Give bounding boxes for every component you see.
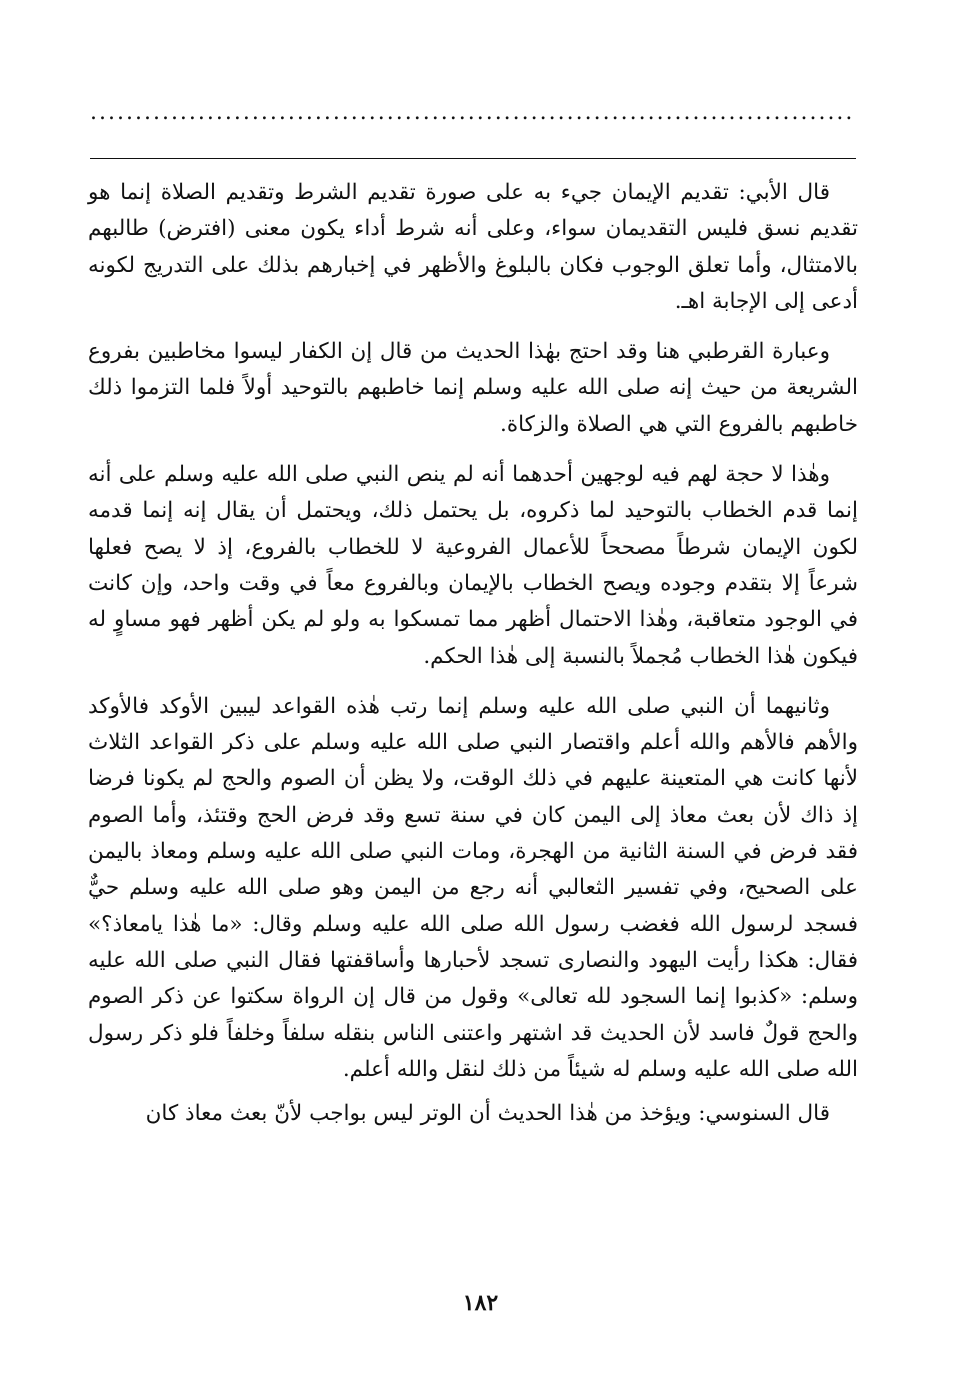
paragraph-2: وعبارة القرطبي هنا وقد احتج بهٰذا الحديث من قال إن الكفار ليسوا مخاطبين بفروع الشريعة من حيث إنه صلى الله عليه وسلم إنما خاطبهم بالتوحيد أولاً فلما التزموا ذلك خاطبهم بالفروع التي هي الصلاة والزكاة.: [88, 339, 858, 437]
page-number: ١٨٢: [462, 1290, 499, 1316]
paragraph-3: وهٰذا لا حجة لهم فيه لوجهين أحدهما أنه لم ينص النبي صلى الله عليه وسلم على أنه إنما قدم الخطاب بالتوحيد لما ذكروه، بل يحتمل ذلك، ويحتمل أن يقال إنه إنما قدمه لكون الإيمان شرطاً مصححاً للأعمال الفروعية لا للخطاب بالفروع، إذ لا يصح فعلها شرعاً إلا بتقدم وجوده ويصح الخطاب بالإيمان وبالفروع معاً في وقت واحد، وإن كانت في الوجود متعاقبة، وهٰذا الاحتمال أظهر مما تمسكوا به ولو لم يكن أظهر فهو مساوٍ له فيكون هٰذا الخطاب مُجملاً بالنسبة إلى هٰذا الحكم.: [88, 462, 858, 669]
horizontal-rule: [90, 158, 856, 159]
paragraph-1: قال الأبي: تقديم الإيمان جيء به على صورة تقديم الشرط وتقديم الصلاة إنما هو تقديم نسق فليس التقديمان سواء، وعلى أنه شرط أداء يكون معنى (افترض) طالبهم بالامتثال، وأما تعلق الوجوب فكان بالبلوغ والأظهر في إخبارهم بذلك على التدريج لكونه أدعى إلى الإجابة اهـ.: [88, 180, 858, 314]
dotted-separator: .....................................................................................: [90, 100, 855, 125]
paragraph-5: قال السنوسي: ويؤخذ من هٰذا الحديث أن الوتر ليس بواجب لأنّ بعث معاذ كان: [145, 1101, 830, 1127]
page-body: [88, 175, 858, 1132]
paragraph-4: وثانيهما أن النبي صلى الله عليه وسلم إنما رتب هٰذه القواعد ليبين الأوكد فالأوكد والأهم فالأهم والله أعلم واقتصار النبي صلى الله عليه وسلم على ذكر القواعد الثلاث لأنها كانت هي المتعينة عليهم في ذلك الوقت، ولا يظن أن الصوم والحج لم يكونا فرضا إذ ذاك لأن بعث معاذ إلى اليمن كان في سنة تسع وقد فرض الحج وقتئذ، وأما الصوم فقد فرض في السنة الثانية من الهجرة، ومات النبي صلى الله عليه وسلم ومعاذ باليمن على الصحيح، وفي تفسير الثعالبي أنه رجع من اليمن وهو صلى الله عليه وسلم حيٌّ فسجد لرسول الله فغضب رسول الله صلى الله عليه وسلم وقال: «ما هٰذا يامعاذ؟» فقال: هكذا رأيت اليهود والنصارى تسجد لأحبارها وأساقفتها فقال النبي صلى الله عليه وسلم: «كذبوا إنما السجود لله تعالى» وقول من قال إن الرواة سكتوا عن ذكر الصوم والحج قولٌ فاسد لأن الحديث قد اشتهر واعتنى الناس بنقله سلفاً وخلفاً فلو ذكر رسول الله صلى الله عليه وسلم له شيئاً من ذلك لنقل والله أعلم.: [88, 693, 858, 1082]
